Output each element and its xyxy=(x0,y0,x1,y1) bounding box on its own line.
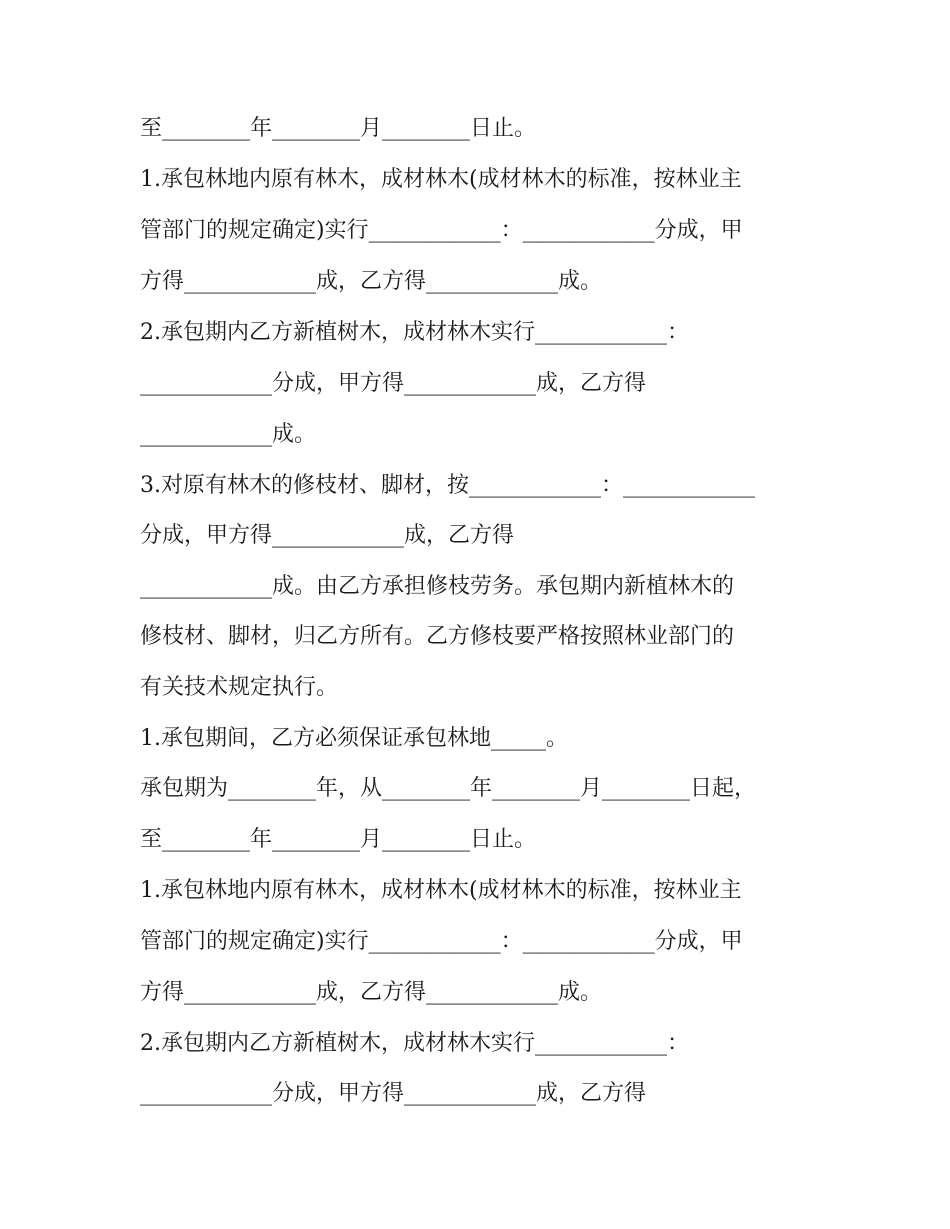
text-line: 管部门的规定确定)实行____________：____________分成，甲 xyxy=(140,218,743,243)
text-line: 至________年________月________日止。 xyxy=(140,116,537,141)
text-line: 2.承包期内乙方新植树木，成材林木实行____________： xyxy=(140,320,689,345)
text-line: 管部门的规定确定)实行____________：____________分成，甲 xyxy=(140,929,743,954)
text-line: ____________分成，甲方得____________成，乙方得 xyxy=(140,371,647,396)
text-line: 至________年________月________日止。 xyxy=(140,827,537,852)
text-line: 1.承包期间，乙方必须保证承包林地_____。 xyxy=(140,726,568,751)
text-line: 方得____________成，乙方得____________成。 xyxy=(140,980,603,1005)
text-line: 2.承包期内乙方新植树木，成材林木实行____________： xyxy=(140,1031,689,1056)
text-line: 有关技术规定执行。 xyxy=(140,675,339,700)
text-line: 分成，甲方得____________成，乙方得 xyxy=(140,523,515,548)
text-line: 方得____________成，乙方得____________成。 xyxy=(140,269,603,294)
text-line: ____________成。 xyxy=(140,422,317,447)
text-line: ____________分成，甲方得____________成，乙方得 xyxy=(140,1081,647,1106)
text-line: 1.承包林地内原有林木，成材林木(成材林木的标准，按林业主 xyxy=(140,878,742,903)
text-line: 承包期为________年，从________年________月________日起， xyxy=(140,776,757,801)
text-line: 3.对原有林木的修枝材、脚材，按____________：____________ xyxy=(140,473,755,498)
text-line: ____________成。由乙方承担修枝劳务。承包期内新植林木的 xyxy=(140,574,735,599)
text-line: 1.承包林地内原有林木，成材林木(成材林木的标准，按林业主 xyxy=(140,167,742,192)
text-line: 修枝材、脚材，归乙方所有。乙方修枝要严格按照林业部门的 xyxy=(140,624,735,649)
